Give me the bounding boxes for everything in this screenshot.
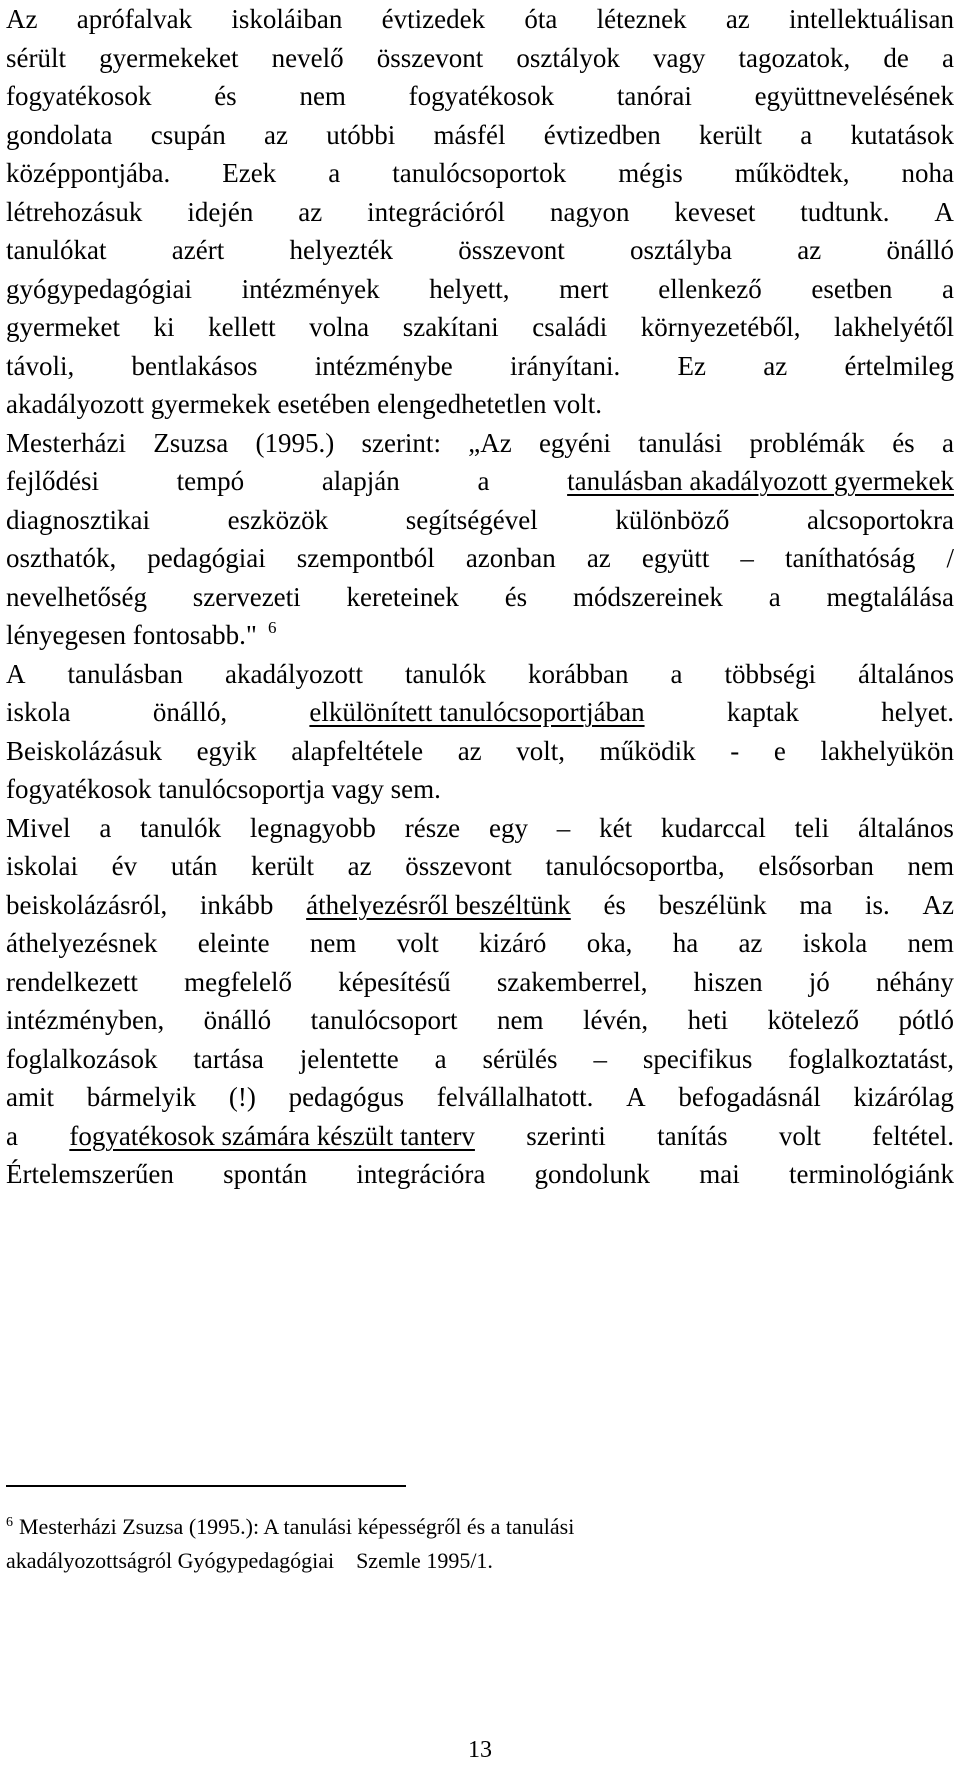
text-line-21 [6,770,954,809]
underlined-phrase-tanulasban-akadalyozott: tanulásban akadályozott gyermekek [567,466,954,496]
word: jelentette [299,1043,399,1074]
word: – [556,812,571,843]
text-line-5 [6,154,954,193]
word: helyet. [881,697,954,727]
word: pedagógus [288,1082,405,1112]
word: tartása [193,1043,264,1074]
word: szempontból [296,543,435,573]
word: kötelező [767,1005,860,1035]
word: tanulási [638,427,723,458]
word: sérült [6,42,66,73]
word: ellenkező [658,273,762,304]
footnote-reference: 6 [267,618,277,637]
text-line-27 [6,1001,954,1040]
word: befogadásnál [678,1082,821,1112]
word: működtek, [734,158,850,188]
word: sem. [390,774,441,804]
word: osztályok [516,42,620,73]
word: együtt [641,543,710,573]
word: alapján [321,466,400,496]
text-line-28 [6,1040,954,1079]
word: foglalkozások [6,1043,158,1074]
word: beiskolázásról, [6,889,168,920]
word: elsősorban [758,851,874,881]
word: A [6,658,26,689]
word: lakhelyétől [834,312,954,342]
page-number: 13 [468,1737,492,1763]
footnote [6,1510,954,1578]
word: volt, [516,735,566,766]
word: de [883,42,909,73]
text-line-1 [6,0,954,39]
word: a [670,658,683,689]
word: azonban [465,543,556,573]
word: is. [865,889,890,920]
word: – [740,543,754,573]
word: Beiskolázásuk [6,735,162,766]
word: felvállalhatott. [436,1082,594,1112]
word: diagnosztikai [6,504,150,535]
word: azért [171,235,225,265]
word: problémák [749,427,865,458]
word: megfelelő [184,966,293,997]
word: mert [559,273,609,304]
text-line-30 [6,1117,954,1156]
underlined-phrase-elkulonitett: elkülönített tanulócsoportjában [309,697,645,727]
word: teli [794,812,830,843]
word: szerinti [526,1120,606,1151]
word: volna [309,312,370,342]
word: óta [524,4,558,34]
word: és [504,581,528,612]
word: nem [907,851,954,881]
word: az [347,851,372,881]
word: nagyon [549,196,630,227]
word: önálló [203,1005,272,1035]
text-line-16 [6,578,954,617]
word: (!) [228,1082,256,1112]
word: az [457,735,482,766]
text-line-19 [6,693,954,732]
footnote-line-1: $^6$ Mesterházi Zsuzsa (1995.): A tanulási képességről és a tanulási [6,1514,575,1539]
word: beszélünk [658,889,767,920]
word: akadályozott [225,658,363,689]
word: amit [6,1082,54,1112]
word: feltétel. [872,1120,954,1151]
word: alapfeltétele [291,735,424,766]
word: többségi [724,658,816,689]
text-line-9 [6,308,954,347]
word: intézmények [241,273,380,304]
text-line-29 [6,1078,954,1117]
word: intézményben, [6,1005,165,1035]
word: korábban [527,658,629,689]
word: tanulócsoportok [392,158,567,188]
word: Értelemszerűen [6,1159,174,1189]
word: és [892,427,915,458]
word: tudtunk. [800,196,890,227]
word: a [477,466,490,496]
word: kizárólag [853,1082,954,1112]
word: volt. [553,389,603,419]
word: értelmileg [844,350,954,381]
word: oszthatók, [6,543,117,573]
word: az [797,235,822,265]
word: kellett [208,312,276,342]
word: a [328,158,341,188]
word: esetben [811,273,893,304]
word: ma [799,889,833,920]
word: gondolunk [534,1159,651,1189]
word: osztályba [630,235,732,265]
text-line-8 [6,270,954,309]
word: kizáró [478,928,547,958]
word: tanulócsoportja [158,774,325,804]
word: került [698,119,762,150]
word: tanulócsoport [310,1005,458,1035]
word [126,616,277,655]
word: után [170,851,218,881]
word: szakemberrel, [496,966,648,997]
word: esetében [277,389,371,419]
word: szerint: [361,427,441,458]
word: gondolata [6,119,113,150]
word: tempó [176,466,245,496]
word: intézménybe [314,350,453,381]
word: iskolai [6,851,78,881]
word: általános [857,812,954,843]
word: szakítani [402,312,499,342]
word: kudarccal [660,812,766,843]
word: alcsoportokra [807,504,954,535]
word: az [264,119,288,150]
word: akadályozott [6,389,144,419]
word: gyermekeket [99,42,239,73]
word: kaptak [726,697,799,727]
text-line-31 [6,1155,954,1194]
word: segítségével [405,504,538,535]
text-line-14 [6,501,954,540]
word: A [626,1082,646,1112]
text-line-23 [6,847,954,886]
word: Ezek [222,158,277,188]
word: mégis [618,158,683,188]
word: került [251,851,314,881]
word: inkább [199,889,274,920]
text-line-4 [6,116,954,155]
word: fogyatékosok [6,81,152,111]
word: oka, [586,928,633,958]
word: néhány [875,966,954,997]
word: évtizedben [543,119,661,150]
word: az [298,196,323,227]
word: a [941,42,954,73]
word: önálló [886,235,954,265]
word: iskola [802,928,868,958]
underlined-phrase-tanterv: fogyatékosok számára készült tanterv [69,1120,475,1151]
word: pótló [898,1005,954,1035]
document-body [6,0,954,1194]
word: eszközök [227,504,329,535]
word: / [946,543,954,573]
word: áthelyezésnek [6,928,158,958]
word: két [599,812,633,843]
word: integrációról [367,196,506,227]
word: taníthatóság [784,543,916,573]
word: pedagógiai [147,543,266,573]
text-line-26 [6,963,954,1002]
word: léteznek [596,4,687,34]
text-line-15 [6,539,954,578]
word: nevelő [271,42,344,73]
text-line-2 [6,39,954,78]
word: tanulókat [6,235,107,265]
word: képesítésű [338,966,451,997]
text-line-18 [6,655,954,694]
word: módszereinek [573,581,723,612]
word: tanítás [657,1120,728,1151]
footnote-number: 6 [6,1515,13,1530]
word: és [214,81,237,111]
word: fejlődési [6,466,99,496]
word: nem [309,928,357,958]
word: az [725,4,750,34]
word: legnagyobb [249,812,376,843]
word: lényegesen [6,620,126,650]
word: vagy [331,774,384,804]
word: fogyatékosok [6,774,152,804]
word: tanórai [616,81,692,111]
word: Ez [677,350,707,381]
word: iskoláiban [231,4,343,34]
footnote-separator [6,1485,406,1487]
word: e [773,735,786,766]
word: fontosabb." [132,620,257,650]
word: „Az [468,427,512,458]
word: - [730,735,740,766]
word: az [586,543,611,573]
word: jó [808,966,830,997]
word: nevelhetőség [6,581,147,612]
word: része [404,812,461,843]
word: kutatások [850,119,954,150]
word: egy [488,812,528,843]
word: – [593,1043,607,1074]
word: vagy [652,42,706,73]
word: utóbbi [326,119,396,150]
word: az [738,928,763,958]
text-line-10 [6,347,954,386]
word: intellektuálisan [789,4,954,34]
word: gyermeket [6,312,120,342]
word: másfél [433,119,506,150]
word: önálló, [152,697,228,727]
word: általános [857,658,954,689]
text-line-22 [6,809,954,848]
word: együttnevelésének [754,81,954,111]
word: tanulók [404,658,486,689]
word: gyermekek [150,389,271,419]
word: Mivel [6,812,71,843]
text-line-17 [6,616,954,655]
word: távoli, [6,350,75,381]
word: a [6,1120,18,1151]
word: (1995.) [255,427,335,458]
word: bármelyik [86,1082,197,1112]
word: terminológiánk [789,1159,954,1189]
word: rendelkezett [6,966,138,997]
word: lévén, [582,1005,649,1035]
word: nem [299,81,346,111]
word: integrációra [356,1159,486,1189]
word: elengedhetetlen [377,389,547,419]
word: egyéni [538,427,611,458]
word: középpontjába. [6,158,171,188]
word: családi [532,312,608,342]
word: eleinte [197,928,270,958]
word: helyezték [289,235,393,265]
text-line-25 [6,924,954,963]
text-line-11 [6,385,954,424]
word: A [934,196,954,227]
word: környezetéből, [640,312,801,342]
word: a [434,1043,447,1074]
word: nem [497,1005,544,1035]
text-line-7 [6,231,954,270]
word: Zsuzsa [153,427,229,458]
word: csupán [150,119,226,150]
word: sérülés [482,1043,558,1074]
word: foglalkoztatást, [788,1043,954,1074]
word: összevont [458,235,565,265]
text-line-6 [6,193,954,232]
footnote-line-2: akadályozottságról Gyógypedagógiai Szemle 1995/1. [6,1548,493,1573]
word: helyett, [429,273,510,304]
text-line-3 [6,77,954,116]
word: noha [901,158,954,188]
word: mai [699,1159,740,1189]
word: volt [778,1120,821,1151]
word: Az [6,4,38,34]
text-line-20 [6,732,954,771]
word: specifikus [642,1043,753,1074]
word: volt [396,928,439,958]
word: tanulók [140,812,222,843]
word: létrehozásuk [6,196,143,227]
word: irányítani. [510,350,621,381]
word: és [603,889,626,920]
word: Az [922,889,954,920]
word: összevont [405,851,512,881]
word: kereteinek [346,581,459,612]
word: spontán [223,1159,308,1189]
text-line-13 [6,462,954,501]
word: ki [153,312,175,342]
word: idején [187,196,254,227]
word: a [768,581,781,612]
word: a [941,427,954,458]
word: bentlakásos [131,350,258,381]
word: a [99,812,112,843]
word: a [800,119,813,150]
word: összevont [376,42,484,73]
word: szervezeti [192,581,301,612]
word: nem [907,928,954,958]
word: fogyatékosok [408,81,555,111]
word: különböző [615,504,730,535]
word: lakhelyükön [820,735,954,766]
word: keveset [674,196,756,227]
word: iskola [6,697,71,727]
text-line-24 [6,886,954,925]
word: év [111,851,138,881]
word: az [763,350,788,381]
word: aprófalvak [76,4,193,34]
word: ha [672,928,699,958]
word: tanulásban [67,658,183,689]
word: egyik [196,735,257,766]
underlined-phrase-athelyezesrol: áthelyezésről beszéltünk [306,889,571,920]
word: gyógypedagógiai [6,273,192,304]
word: tanulócsoportba, [545,851,725,881]
word: a [942,273,954,304]
word: Mesterházi [6,427,126,458]
word: évtizedek [381,4,486,34]
word: működik [599,735,696,766]
word: hiszen [693,966,763,997]
text-line-12 [6,424,954,463]
word: heti [687,1005,729,1035]
word: tagozatok, [738,42,851,73]
word: megtalálása [826,581,954,612]
